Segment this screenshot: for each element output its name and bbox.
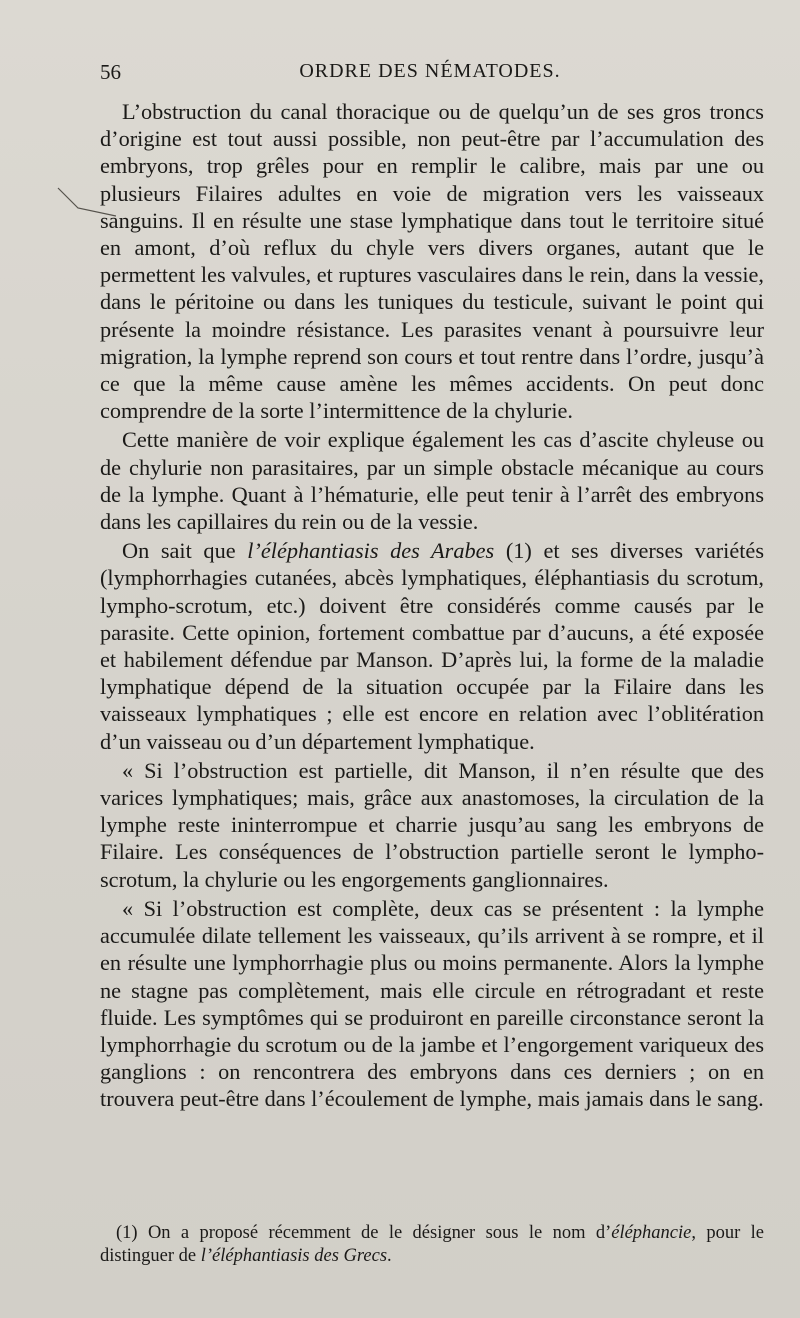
paragraph bbox=[100, 537, 764, 755]
paragraph-text: On sait que bbox=[122, 538, 248, 564]
footnote-part: (1) On a proposé récemment de le désigner sous le nom d’ bbox=[116, 1223, 612, 1243]
paragraph: Cette manière de voir explique également les cas d’ascite chyleuse ou de chylurie non parasitaires, par un simple obstacle mécanique au cours de la lymphe. Quant à l’hématurie, elle peut tenir à l’arrêt des embryons dans les capillaires du rein ou de la vessie. bbox=[100, 427, 764, 535]
paragraph: L’obstruction du canal thoracique ou de quelqu’un de ses gros troncs d’origine est tout aussi possible, non peut-être par l’accumulation des embryons, trop grêles pour en remplir le calibre, mais par une ou plusieurs Filaires adultes en voie de migration vers les vaisseaux sanguins. Il en résulte une stase lymphatique dans tout le territoire situé en amont, d’où reflux du chyle vers divers organes, autant que le permettent les valvules, et ruptures vasculaires dans le rein, dans la vessie, dans le péritoine ou dans les tuniques du testicule, suivant le point qui présente la moindre résistance. Les parasites venant à poursuivre leur migration, la lymphe reprend son cours et tout rentre dans l’ordre, jusqu’à ce que la même cause amène les mêmes accidents. On peut donc comprendre de la sorte l’intermittence de la chylurie. bbox=[100, 99, 764, 424]
running-title: ORDRE DES NÉMATODES. bbox=[299, 60, 561, 82]
body-text bbox=[100, 98, 764, 1113]
footnote-part: . bbox=[387, 1246, 392, 1266]
footnote-part: , pour le distinguer de bbox=[100, 1223, 764, 1266]
page-header bbox=[100, 60, 760, 92]
paragraph-text: (1) et ses diverses variétés (lymphorrhagies cutanées, abcès lymphatiques, éléphantiasis du scrotum, lympho-scrotum, etc.) doivent être considérés comme causés par le parasite. Cette opinion, fortement combattue par d’aucuns, a été exposée et habilement défendue par Manson. D’après lui, la forme de la maladie lymphatique dépend de la situation occupée par la Filaire dans les vaisseaux lymphatiques ; elle est encore en relation avec l’oblitération d’un vaisseau ou d’un département lymphatique. bbox=[100, 538, 764, 754]
italic-term: l’éléphantiasis des Grecs bbox=[200, 1246, 388, 1266]
italic-term: l’éléphantiasis des Arabes bbox=[247, 538, 495, 564]
paragraph: « Si l’obstruction est partielle, dit Manson, il n’en résulte que des varices lymphatiques; mais, grâce aux anastomoses, la circulation de la lymphe reste ininterrompue et charrie jusqu’au sang les embryons de Filaire. Les conséquences de l’obstruction partielle seront le lympho-scrotum, la chylurie ou les engorgements ganglionnaires. bbox=[100, 757, 764, 892]
footnote-text bbox=[100, 1222, 764, 1268]
page-number: 56 bbox=[100, 60, 121, 84]
footnote bbox=[100, 1222, 764, 1268]
italic-term: éléphancie bbox=[611, 1223, 692, 1243]
paragraph: « Si l’obstruction est complète, deux cas se présentent : la lymphe accumulée dilate tellement les vaisseaux, qu’ils arrivent à se rompre, et il en résulte une lymphorrhagie plus ou moins permanente. Alors la lymphe ne stagne pas complètement, mais elle circule en rétrogradant et reste fluide. Les symptômes qui se produiront en pareille circonstance seront la lymphorrhagie du scrotum ou de la jambe et l’engorgement variqueux des ganglions : on rencontrera des embryons dans ces derniers ; on en trouvera peut-être dans l’écoulement de lymphe, mais jamais dans le sang. bbox=[100, 895, 764, 1112]
